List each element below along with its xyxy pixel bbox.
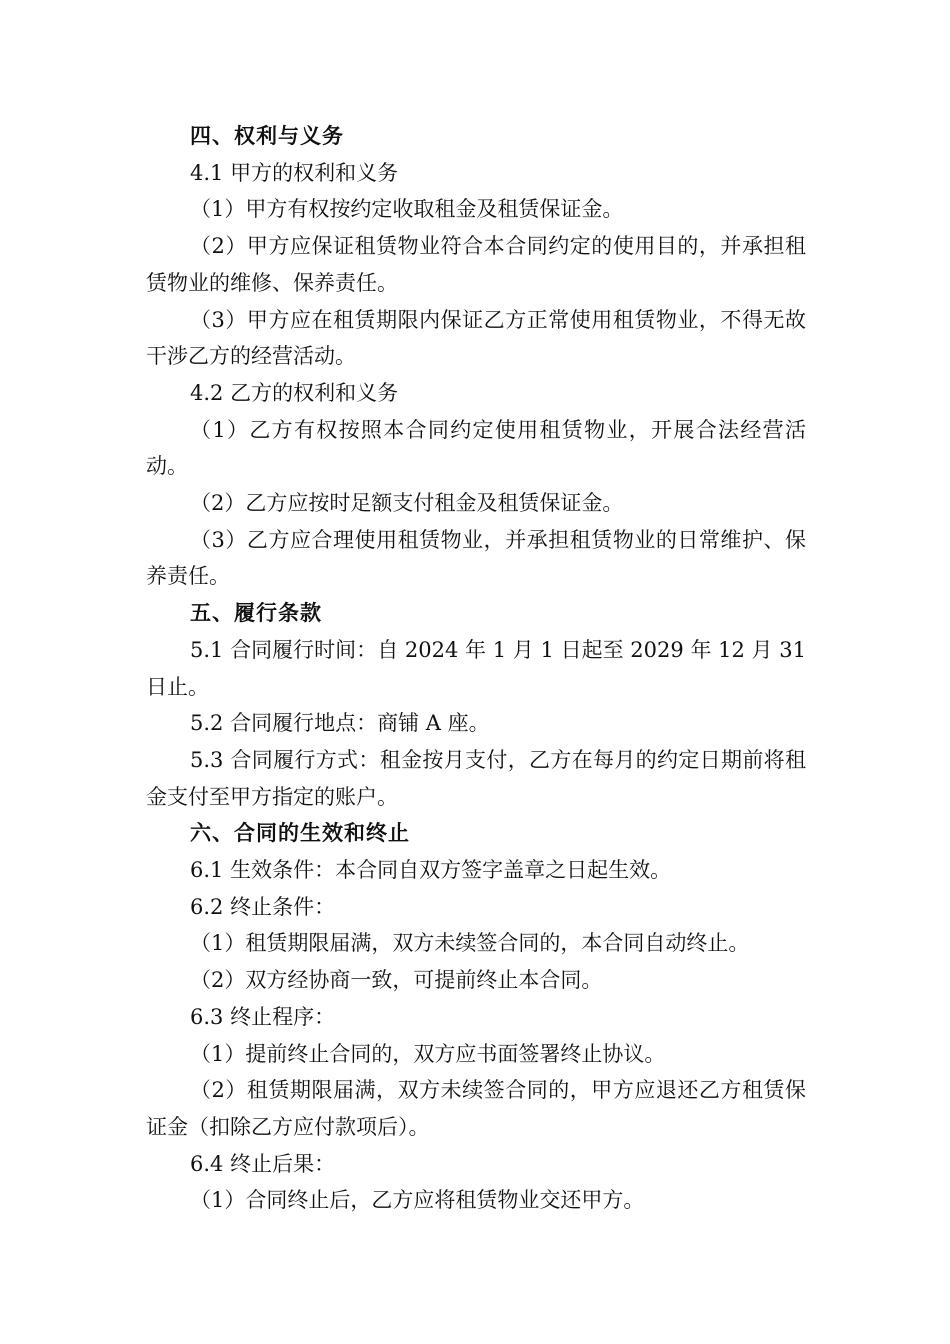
clause-4-1-item-1: （1）甲方有权按约定收取租金及租赁保证金。 <box>190 197 624 222</box>
clause-6-3-item-1: （1）提前终止合同的，双方应书面签署终止协议。 <box>190 1041 666 1066</box>
section-heading-effect-termination: 六、合同的生效和终止 <box>190 821 410 846</box>
clause-6-2-item-1: （1）租赁期限届满，双方未续签合同的，本合同自动终止。 <box>190 931 750 956</box>
clause-4-1-title: 4.1 甲方的权利和义务 <box>190 160 399 185</box>
clause-6-2-title: 6.2 终止条件： <box>190 894 336 919</box>
clause-4-2-item-3: （3）乙方应合理使用租赁物业，并承担租赁物业的日常维护、保养责任。 <box>146 527 806 589</box>
clause-4-2-title: 4.2 乙方的权利和义务 <box>190 380 399 405</box>
clause-4-1-item-3: （3）甲方应在租赁期限内保证乙方正常使用租赁物业，不得无故干涉乙方的经营活动。 <box>146 307 806 369</box>
clause-6-3-item-2: （2）租赁期限届满，双方未续签合同的，甲方应退还乙方租赁保证金（扣除乙方应付款项后）。 <box>146 1078 806 1139</box>
clause-6-2-item-2: （2）双方经协商一致，可提前终止本合同。 <box>190 968 603 993</box>
clause-6-4-title: 6.4 终止后果： <box>190 1151 336 1176</box>
clause-4-1-item-2: （2）甲方应保证租赁物业符合本合同约定的使用目的，并承担租赁物业的维修、保养责任。 <box>146 234 806 295</box>
section-heading-rights-obligations: 四、权利与义务 <box>190 124 344 148</box>
clause-4-2-item-2: （2）乙方应按时足额支付租金及租赁保证金。 <box>190 491 624 516</box>
clause-5-2: 5.2 合同履行地点：商铺 A 座。 <box>190 711 490 736</box>
clause-5-1: 5.1 合同履行时间：自 2024 年 1 月 1 日起至 2029 年 12 月 31 日止。 <box>146 637 806 699</box>
clause-6-1: 6.1 生效条件：本合同自双方签字盖章之日起生效。 <box>190 858 672 883</box>
section-heading-performance: 五、履行条款 <box>190 601 322 626</box>
clause-4-2-item-1: （1）乙方有权按照本合同约定使用租赁物业，开展合法经营活动。 <box>146 417 806 479</box>
clause-6-4-item-1: （1）合同终止后，乙方应将租赁物业交还甲方。 <box>190 1188 645 1213</box>
clause-6-3-title: 6.3 终止程序： <box>190 1004 336 1029</box>
clause-5-3: 5.3 合同履行方式：租金按月支付，乙方在每月的约定日期前将租金支付至甲方指定的账户。 <box>146 747 806 809</box>
document-body <box>146 118 806 1219</box>
